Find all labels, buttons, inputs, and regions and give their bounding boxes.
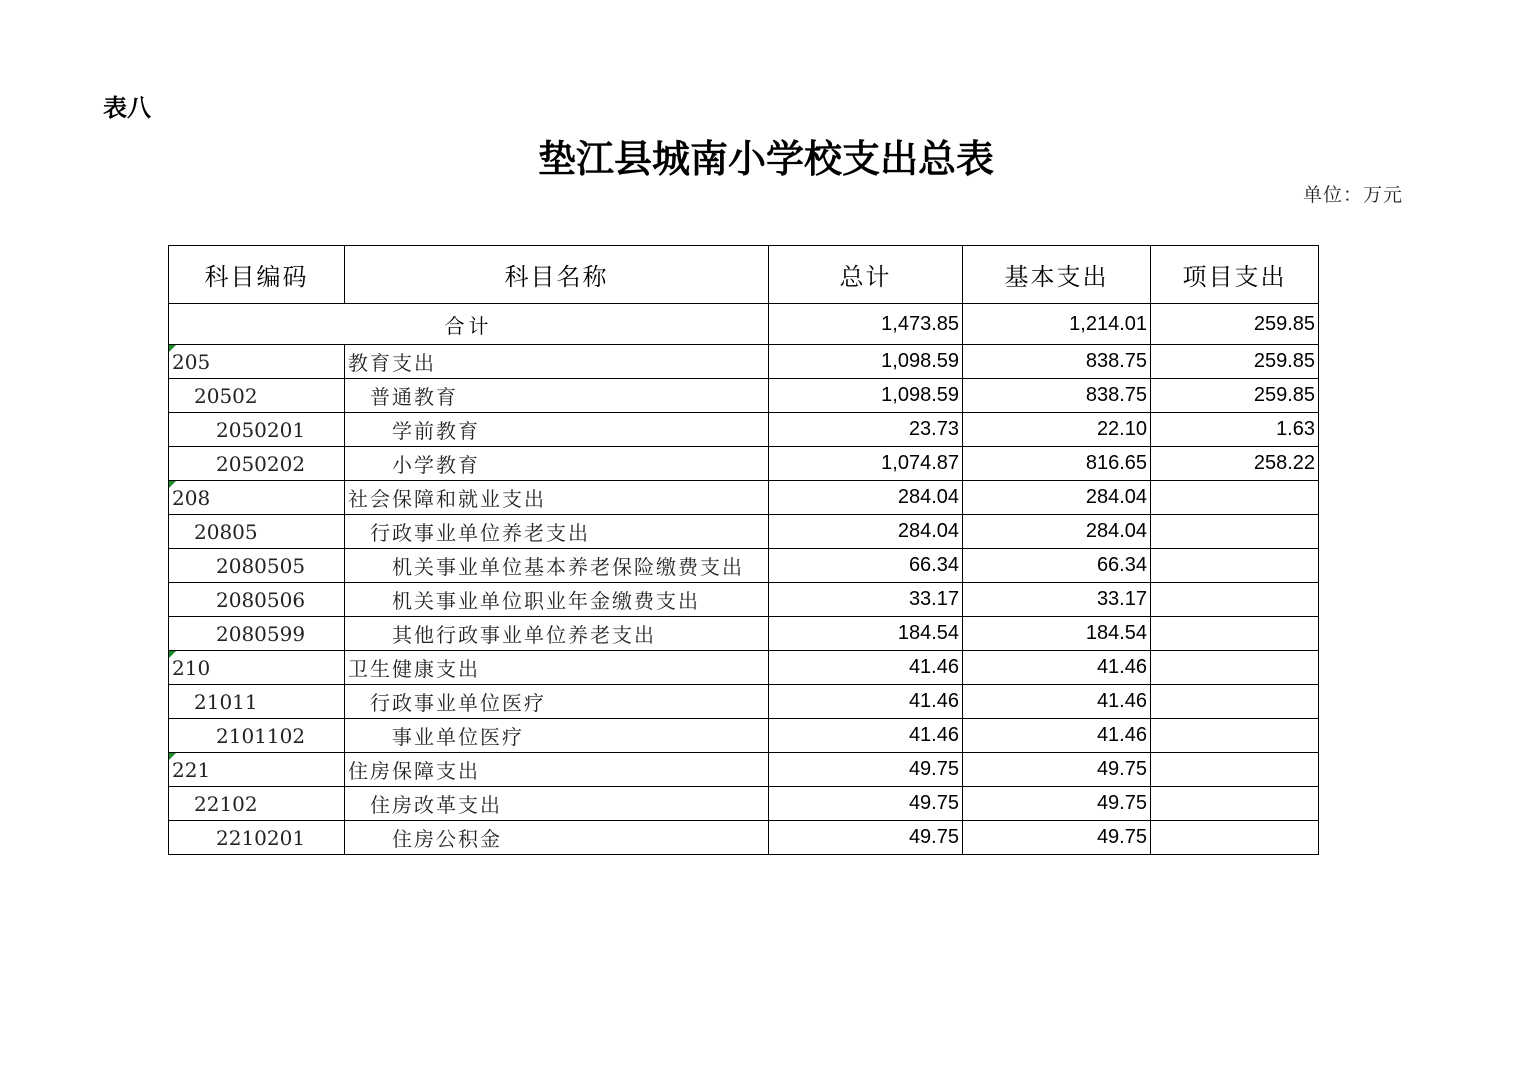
header-total: 总计 [769,246,963,304]
cell-indicator-flag [169,651,176,658]
row-project [1151,617,1319,651]
table-row [169,719,1319,753]
row-code: 2050202 [169,447,345,481]
row-project: 1.63 [1151,413,1319,447]
row-name: 住房公积金 [345,821,769,855]
row-project: 258.22 [1151,447,1319,481]
table-row [169,515,1319,549]
total-sum: 1,473.85 [769,304,963,345]
row-total: 49.75 [769,753,963,787]
table-row [169,651,1319,685]
row-total: 49.75 [769,821,963,855]
row-code: 21011 [169,685,345,719]
row-basic: 284.04 [963,515,1151,549]
row-code: 2210201 [169,821,345,855]
document-title: 垫江县城南小学校支出总表 [537,136,994,181]
row-total: 33.17 [769,583,963,617]
row-project: 259.85 [1151,345,1319,379]
row-name: 卫生健康支出 [345,651,769,685]
table-row [169,549,1319,583]
row-basic: 66.34 [963,549,1151,583]
row-project [1151,787,1319,821]
row-basic: 838.75 [963,379,1151,413]
row-code: 2080599 [169,617,345,651]
table-row [169,481,1319,515]
row-basic: 33.17 [963,583,1151,617]
unit-label: 单位：万元 [1303,184,1404,206]
row-total: 1,098.59 [769,379,963,413]
row-name: 学前教育 [345,413,769,447]
row-name: 社会保障和就业支出 [345,481,769,515]
row-name: 普通教育 [345,379,769,413]
row-total: 284.04 [769,481,963,515]
row-name: 住房保障支出 [345,753,769,787]
row-basic: 41.46 [963,685,1151,719]
table-number-label: 表八 [103,94,151,122]
cell-indicator-flag [169,753,176,760]
expenditure-table [168,245,1319,855]
header-basic: 基本支出 [963,246,1151,304]
cell-indicator-flag [169,345,176,352]
row-basic: 49.75 [963,787,1151,821]
row-project [1151,719,1319,753]
row-code [169,753,345,787]
row-name: 教育支出 [345,345,769,379]
row-name: 住房改革支出 [345,787,769,821]
row-project: 259.85 [1151,379,1319,413]
row-code-text: 210 [172,655,211,680]
total-basic: 1,214.01 [963,304,1151,345]
row-code: 22102 [169,787,345,821]
row-project [1151,481,1319,515]
row-total: 1,098.59 [769,345,963,379]
total-label: 合计 [169,304,769,345]
row-project [1151,583,1319,617]
table-row [169,753,1319,787]
header-project: 项目支出 [1151,246,1319,304]
row-project [1151,515,1319,549]
row-basic: 49.75 [963,821,1151,855]
cell-indicator-flag [169,481,176,488]
table-row [169,617,1319,651]
row-basic: 184.54 [963,617,1151,651]
row-code-text: 208 [172,485,211,510]
row-total: 1,074.87 [769,447,963,481]
row-name: 机关事业单位基本养老保险缴费支出 [345,549,769,583]
row-name: 小学教育 [345,447,769,481]
row-total: 41.46 [769,651,963,685]
row-name: 其他行政事业单位养老支出 [345,617,769,651]
row-total: 49.75 [769,787,963,821]
total-project: 259.85 [1151,304,1319,345]
table-header-row [169,246,1319,304]
row-code: 2080505 [169,549,345,583]
row-code-text: 221 [172,757,211,782]
total-row [169,304,1319,345]
table-row [169,787,1319,821]
row-total: 284.04 [769,515,963,549]
row-total: 41.46 [769,719,963,753]
row-code [169,345,345,379]
row-project [1151,685,1319,719]
row-total: 41.46 [769,685,963,719]
table-row [169,413,1319,447]
row-basic: 838.75 [963,345,1151,379]
row-basic: 41.46 [963,651,1151,685]
header-code: 科目编码 [169,246,345,304]
row-project [1151,549,1319,583]
row-basic: 816.65 [963,447,1151,481]
row-total: 184.54 [769,617,963,651]
row-name: 行政事业单位养老支出 [345,515,769,549]
table-row [169,821,1319,855]
row-basic: 284.04 [963,481,1151,515]
row-code [169,481,345,515]
row-basic: 49.75 [963,753,1151,787]
table-row [169,685,1319,719]
row-code [169,651,345,685]
row-code-text: 205 [172,349,211,374]
row-code: 2080506 [169,583,345,617]
row-total: 66.34 [769,549,963,583]
table-row [169,345,1319,379]
row-project [1151,753,1319,787]
row-basic: 22.10 [963,413,1151,447]
table-row [169,583,1319,617]
row-code: 20502 [169,379,345,413]
row-code: 20805 [169,515,345,549]
row-project [1151,821,1319,855]
row-name: 行政事业单位医疗 [345,685,769,719]
row-basic: 41.46 [963,719,1151,753]
row-project [1151,651,1319,685]
row-total: 23.73 [769,413,963,447]
row-code: 2101102 [169,719,345,753]
header-name: 科目名称 [345,246,769,304]
table-row [169,379,1319,413]
table-row [169,447,1319,481]
row-code: 2050201 [169,413,345,447]
row-name: 事业单位医疗 [345,719,769,753]
row-name: 机关事业单位职业年金缴费支出 [345,583,769,617]
